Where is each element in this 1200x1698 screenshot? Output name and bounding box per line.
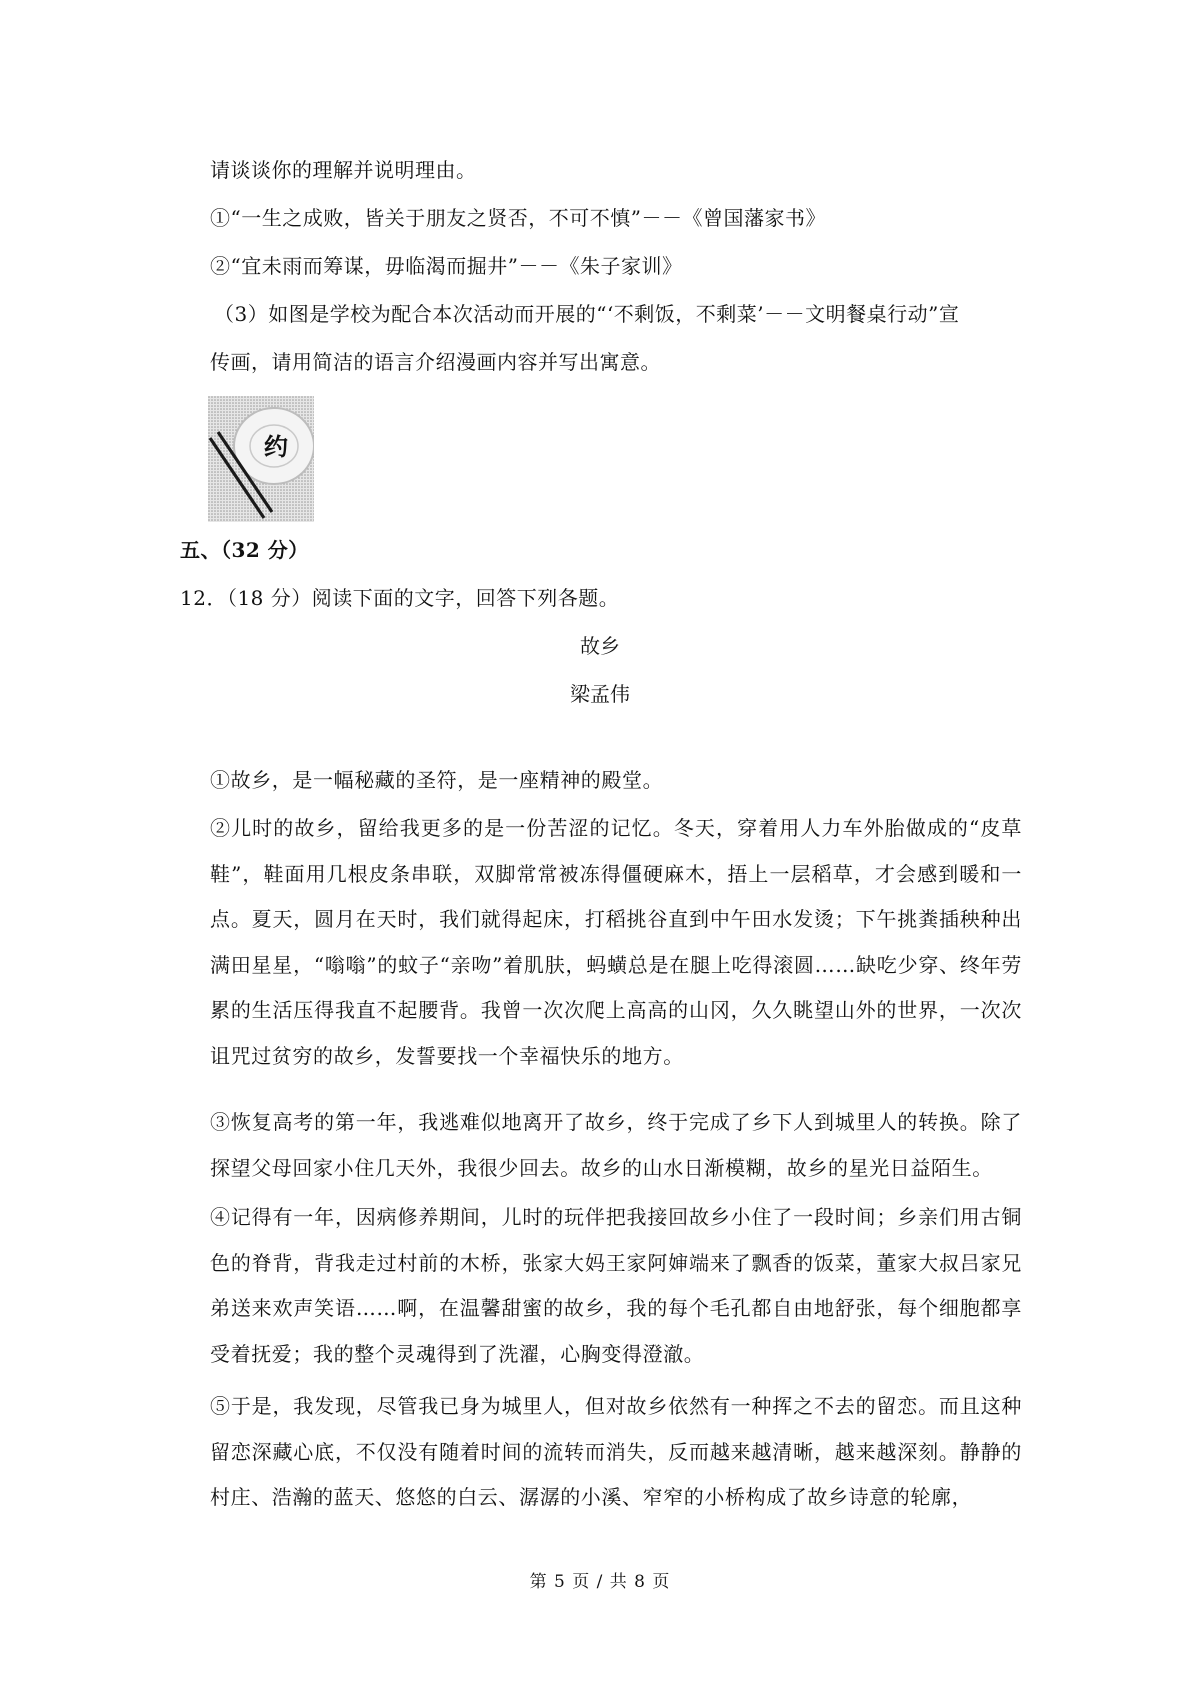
quote-1: ①“一生之成败，皆关于朋友之贤否，不可不慎”－－《曾国藩家书》 [210,206,826,230]
passage-paragraph-4: ④记得有一年，因病修养期间，儿时的玩伴把我接回故乡小住了一段时间；乡亲们用古铜色的脊背，背我走过村前的木桥，张家大妈王家阿婶端来了飘香的饭菜，董家大叔吕家兄弟送来欢声笑语……啊，在温馨甜蜜的故乡，我的每个毛孔都自由地舒张，每个细胞都享受着抚爱；我的整个灵魂得到了洗濯，心胸变得澄澈。 [210,1205,1022,1366]
prompt-text: 请谈谈你的理解并说明理由。 [210,158,477,182]
passage-paragraph-2: ②儿时的故乡，留给我更多的是一份苦涩的记忆。冬天，穿着用人力车外胎做成的“皮草鞋”，鞋面用几根皮条串联，双脚常常被冻得僵硬麻木，捂上一层稻草，才会感到暖和一点。夏天，圆月在天时，我们就得起床，打稻挑谷直到中午田水发烫；下午挑粪插秧种出满田星星，“嗡嗡”的蚊子“亲吻”着肌肤，蚂蟥总是在腿上吃得滚圆……缺吃少穿、终年劳累的生活压得我直不起腰背。我曾一次次爬上高高的山冈，久久眺望山外的世界，一次次诅咒过贫穷的故乡，发誓要找一个幸福快乐的地方。 [210,816,1022,1068]
question-3-line-1: （3）如图是学校为配合本次活动而开展的“‘不剩饭，不剩菜’－－文明餐桌行动”宣 [214,302,960,326]
passage-paragraph-1: ①故乡，是一幅秘藏的圣符，是一座精神的殿堂。 [210,768,664,792]
page-number: 第 5 页 / 共 8 页 [529,1572,671,1592]
passage-paragraph-5: ⑤于是，我发现，尽管我已身为城里人，但对故乡依然有一种挥之不去的留恋。而且这种留恋深藏心底，不仅没有随着时间的流转而消失，反而越来越清晰，越来越深刻。静静的村庄、浩瀚的蓝天、悠悠的白云、潺潺的小溪、窄窄的小桥构成了故乡诗意的轮廓， [210,1394,1022,1509]
question-3-line-2: 传画，请用简洁的语言介绍漫画内容并写出寓意。 [210,350,661,374]
quote-2: ②“宜未雨而筹谋，毋临渴而掘井”－－《朱子家训》 [210,254,683,278]
cartoon-illustration [208,396,314,522]
plate-character: 约 [264,433,288,461]
passage-title: 故乡 [580,634,620,658]
question-12: 12．（18 分）阅读下面的文字，回答下列各题。 [180,586,620,610]
passage-paragraph-3: ③恢复高考的第一年，我逃难似地离开了故乡，终于完成了乡下人到城里人的转换。除了探望父母回家小住几天外，我很少回去。故乡的山水日渐模糊，故乡的星光日益陌生。 [210,1110,1022,1180]
passage-author: 梁孟伟 [570,682,630,706]
section-5-heading: 五、（32 分） [180,538,309,562]
plate-chopsticks-icon [208,396,314,522]
